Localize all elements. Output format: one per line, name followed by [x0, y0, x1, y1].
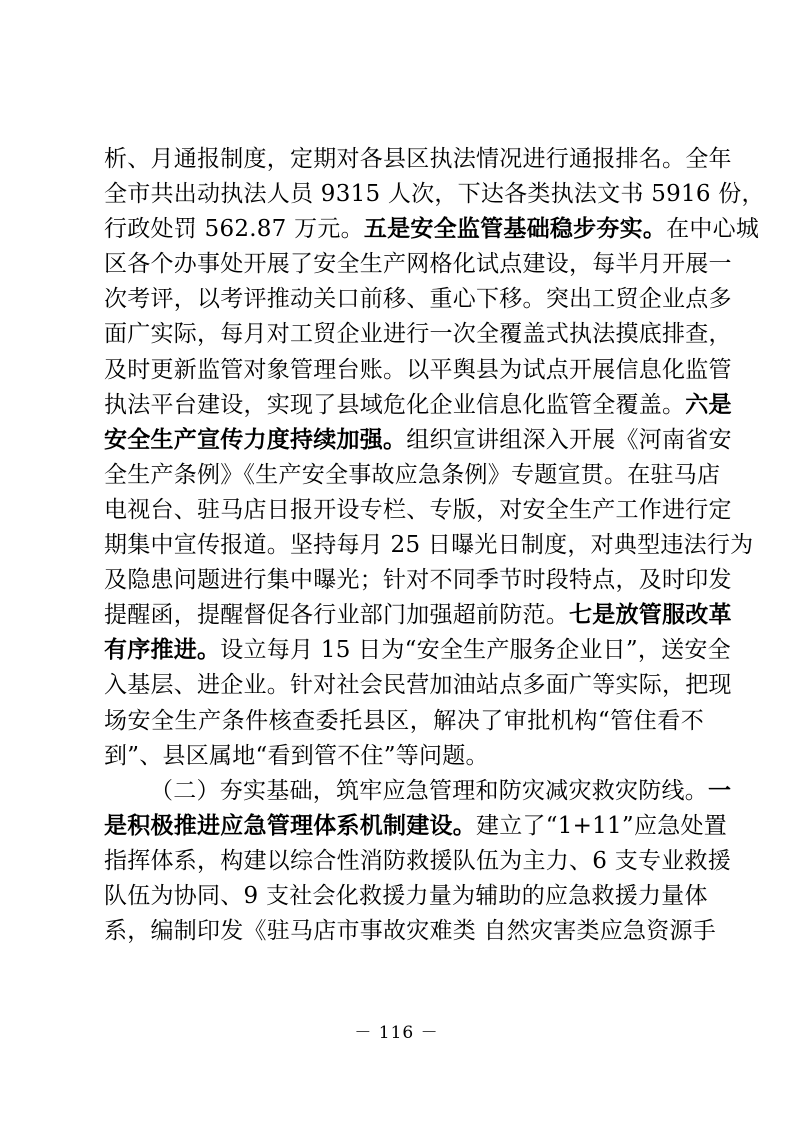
bold-heading-run: 五是安全监管基础稳步夯实。 — [363, 216, 667, 243]
text-run: 提醒函，提醒督促各行业部门加强超前防范。 — [104, 602, 569, 629]
text-line — [104, 528, 754, 563]
text-line — [104, 282, 732, 317]
text-line-section-heading — [104, 774, 732, 809]
text-run: 组织宣讲组深入开展《河南省安 — [406, 426, 732, 453]
text-run: 系，编制印发《驻马店市事故灾难类 自然灾害类应急资源手 — [104, 918, 717, 945]
text-line — [104, 598, 732, 633]
text-run: 面广实际，每月对工贸企业进行一次全覆盖式执法摸底排查， — [104, 321, 732, 348]
text-line — [104, 493, 732, 528]
text-line — [104, 212, 760, 247]
text-line — [104, 247, 732, 282]
text-line — [104, 809, 727, 844]
text-line — [104, 563, 732, 598]
text-line — [104, 177, 765, 212]
text-run: 区各个办事处开展了安全生产网格化试点建设，每半月开展一 — [104, 251, 732, 278]
section-heading-run: （二）夯实基础，筑牢应急管理和防灾减灾救灾防线。 — [150, 777, 708, 804]
bold-heading-run: 七是放管服改革 — [569, 602, 732, 629]
text-run: 设立每月 15 日为“安全生产服务企业日”，送安全 — [220, 637, 731, 664]
text-run: 入基层、进企业。针对社会民营加油站点多面广等实际，把现 — [104, 672, 732, 699]
text-run: 执法平台建设，实现了县域危化企业信息化监管全覆盖。 — [104, 391, 686, 418]
text-run: 电视台、驻马店日报开设专栏、专版，对安全生产工作进行定 — [104, 496, 732, 523]
text-run: 全市共出动执法人员 9315 人次，下达各类执法文书 5916 份， — [104, 181, 765, 208]
text-run: 析、月通报制度，定期对各县区执法情况进行通报排名。全年 — [104, 146, 732, 172]
text-run: 到”、县区属地“看到管不住”等问题。 — [104, 742, 489, 769]
text-line — [104, 879, 708, 914]
text-line — [104, 423, 732, 458]
text-run: 在中心城 — [666, 216, 760, 243]
body-text — [104, 142, 765, 949]
text-run: 指挥体系，构建以综合性消防救援队伍为主力、6 支专业救援 — [104, 847, 731, 874]
text-run: 行政处罚 562.87 万元。 — [104, 216, 364, 243]
text-line — [104, 914, 717, 949]
text-run: 建立了“1+11”应急处置 — [476, 812, 727, 839]
text-line — [104, 317, 732, 352]
text-run: 全生产条例》《生产安全事故应急条例》专题宣贯。在驻马店 — [104, 461, 721, 488]
text-line — [104, 142, 732, 177]
text-line — [104, 739, 704, 774]
bold-heading-run: 六是 — [685, 391, 732, 418]
text-run: 队伍为协同、9 支社会化救援力量为辅助的应急救援力量体 — [104, 882, 708, 909]
text-line — [104, 633, 731, 668]
text-run: 次考评，以考评推动关口前移、重心下移。突出工贸企业点多 — [104, 286, 732, 313]
text-run: 期集中宣传报道。坚持每月 25 日曝光日制度，对典型违法行为 — [104, 532, 754, 559]
text-line — [104, 704, 704, 739]
text-run: 及隐患问题进行集中曝光；针对不同季节时段特点，及时印发 — [104, 567, 732, 594]
text-line — [104, 388, 732, 423]
text-run: 及时更新监管对象管理台账。以平舆县为试点开展信息化监管 — [104, 356, 732, 383]
text-line — [104, 668, 732, 703]
text-line — [104, 458, 721, 493]
bold-heading-run: 有序推进。 — [104, 637, 221, 664]
text-line — [104, 353, 732, 388]
bold-heading-run: 是积极推进应急管理体系机制建设。 — [104, 812, 476, 839]
bold-heading-run: 一 — [708, 777, 732, 804]
page-number: － 116 － — [354, 1023, 439, 1043]
text-run: 场安全生产条件核查委托县区，解决了审批机构“管住看不 — [104, 707, 704, 734]
bold-heading-run: 安全生产宣传力度持续加强。 — [104, 426, 407, 453]
text-line — [104, 844, 731, 879]
